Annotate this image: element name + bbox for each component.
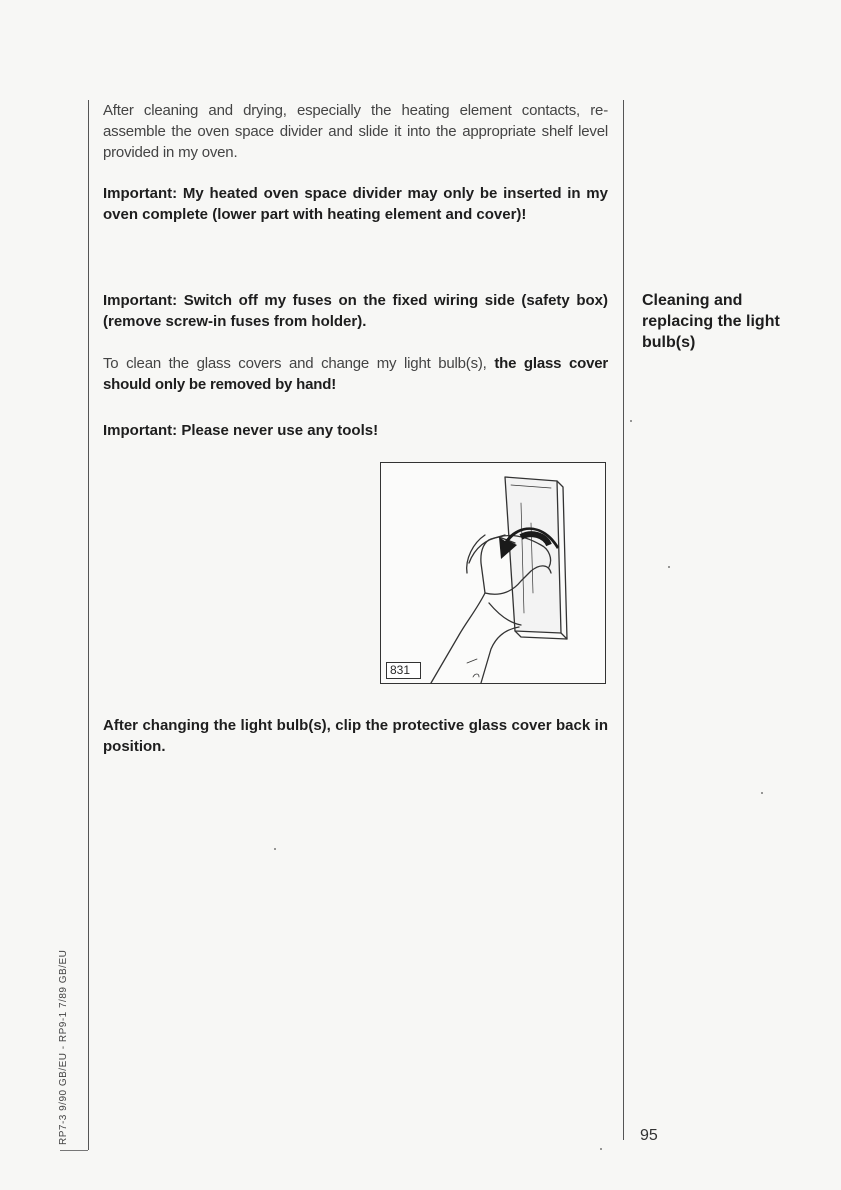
scan-speck [630, 420, 632, 422]
paragraph-clip-cover: After changing the light bulb(s), clip the protective glass cover back in position. [103, 717, 608, 755]
paragraph-reassemble: After cleaning and drying, especially the heating element contacts, re-assemble the oven space divider and slide it into the appropriate shelf level provided in my oven. [103, 102, 608, 161]
glass-cover-warning: the glass cover should only be removed by hand! [103, 355, 608, 393]
scan-speck [668, 566, 670, 568]
paragraph-glass-cover [103, 353, 608, 395]
scan-speck [274, 848, 276, 850]
paragraph-important-tools: Important: Please never use any tools! [103, 422, 379, 439]
glass-cover-text: To clean the glass covers and change my light bulb(s), [103, 355, 495, 372]
paragraph-important-divider: Important: My heated oven space divider may only be inserted in my oven complete (lower part with heating element and cover)! [103, 185, 608, 223]
scan-speck [600, 1148, 602, 1150]
figure-number: 831 [386, 662, 421, 679]
document-code: RP7-3 9/90 GB/EU - RP9-1 7/89 GB/EU [58, 949, 69, 1145]
figure-remove-glass-cover [380, 462, 606, 684]
section-heading: Cleaning and replacing the light bulb(s) [642, 292, 780, 351]
footer-rule [60, 1150, 88, 1151]
scan-speck [761, 792, 763, 794]
right-column-rule [623, 100, 624, 1140]
paragraph-important-fuses: Important: Switch off my fuses on the fixed wiring side (safety box) (remove screw-in fuses from holder). [103, 292, 608, 330]
left-margin-rule [88, 100, 89, 1150]
page-number: 95 [640, 1127, 658, 1144]
hand-removing-cover-illustration [381, 463, 607, 685]
